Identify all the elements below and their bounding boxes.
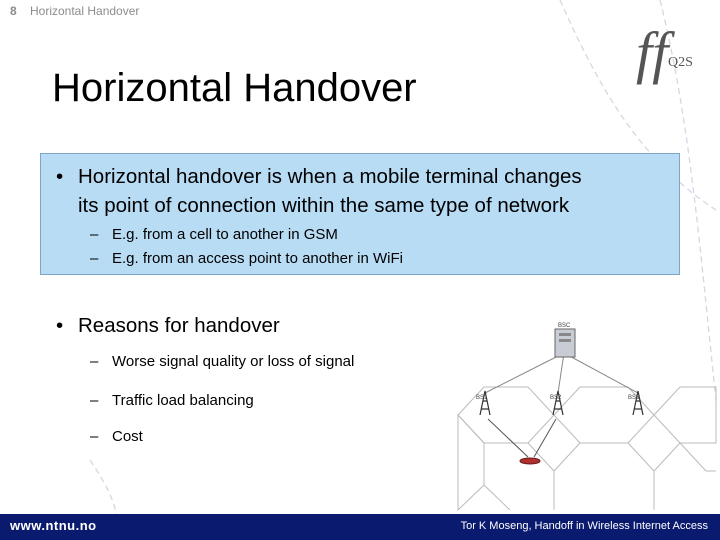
- header-label: Horizontal Handover: [30, 4, 140, 18]
- reason-signal: Worse signal quality or loss of signal: [112, 353, 355, 370]
- example-gsm: E.g. from a cell to another in GSM: [112, 226, 338, 243]
- bullet-marker: •: [56, 314, 64, 337]
- station-label-bs2: BS2: [550, 395, 562, 401]
- sub-bullet-marker: –: [90, 226, 99, 243]
- q2s-logo: [606, 14, 706, 94]
- reasons-heading: Reasons for handover: [78, 314, 280, 337]
- sub-bullet-marker: –: [90, 250, 99, 267]
- sub-bullet-marker: –: [90, 353, 99, 370]
- svg-text:ff: ff: [636, 20, 669, 85]
- controller-icon: [555, 329, 575, 357]
- reason-cost: Cost: [112, 428, 143, 445]
- footer-url[interactable]: www.ntnu.no: [10, 518, 97, 533]
- slide-number: 8: [10, 4, 17, 18]
- sub-bullet-marker: –: [90, 428, 99, 445]
- logo-text: Q2S: [668, 55, 693, 70]
- page-title: Horizontal Handover: [52, 66, 417, 110]
- definition-line-2: its point of connection within the same type of network: [78, 194, 570, 217]
- network-diagram: [450, 315, 718, 515]
- handover-links: [488, 419, 556, 457]
- sub-bullet-marker: –: [90, 392, 99, 409]
- station-label-bs3: BS3: [628, 395, 640, 401]
- controller-label: BSC: [558, 323, 571, 329]
- reason-load: Traffic load balancing: [112, 392, 254, 409]
- station-label-bs1: BS1: [476, 395, 488, 401]
- hex-cells: [458, 387, 716, 510]
- footer-credit: Tor K Moseng, Handoff in Wireless Internet Access: [460, 520, 708, 532]
- bullet-marker: •: [56, 165, 64, 188]
- example-wifi: E.g. from an access point to another in WiFi: [112, 250, 403, 267]
- definition-line-1: Horizontal handover is when a mobile terminal changes: [78, 165, 582, 188]
- mobile-terminal-icon: [520, 458, 540, 464]
